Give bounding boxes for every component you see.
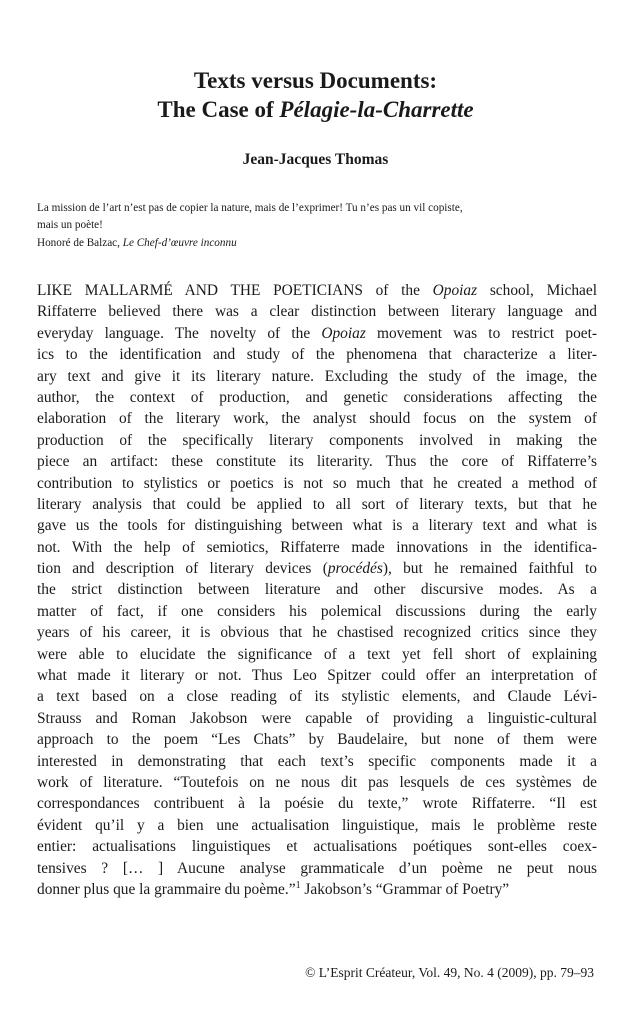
body-line	[37, 772, 597, 793]
text-segment: ary text and give it its literary nature. Excluding the study of the image, the	[37, 367, 597, 385]
body-line	[37, 301, 597, 322]
author-name: Jean-Jacques Thomas	[242, 151, 389, 168]
text-segment: Jakobson’s “Grammar of Poetry”	[300, 880, 510, 898]
text-segment: everyday language. The novelty of the	[37, 324, 322, 342]
text-segment: Strauss and Roman Jakobson were capable of providing a linguistic-cultural	[37, 709, 597, 727]
text-segment: movement was to restrict poet-	[365, 324, 597, 342]
text-segment: literary analysis that could be applied to all sort of literary texts, but that he	[37, 495, 597, 513]
body-line	[37, 515, 597, 536]
text-segment: ), but he remained faithful to	[382, 560, 597, 578]
body-line	[37, 729, 597, 750]
text-segment: were able to elucidate the significance of a text yet fell short of explaining	[37, 645, 597, 663]
body-line	[37, 686, 597, 707]
epigraph-attribution	[37, 235, 597, 252]
text-segment: tion and description of literary devices (	[37, 560, 328, 578]
body-line	[37, 601, 597, 622]
citation-footer: © L’Esprit Créateur, Vol. 49, No. 4 (2009), pp. 79–93	[305, 965, 594, 980]
text-segment: elaboration of the literary work, the analyst should focus on the system of	[37, 410, 597, 428]
body-line	[37, 644, 597, 665]
text-segment: interested in demonstrating that each text’s specific components made it a	[37, 752, 597, 770]
article-title-line-2	[0, 96, 631, 123]
text-segment: what made it literary or not. Thus Leo Spitzer could offer an interpretation of	[37, 667, 597, 685]
body-line	[37, 558, 597, 579]
body-line	[37, 494, 597, 515]
body-line	[37, 537, 597, 558]
body-line	[37, 366, 597, 387]
text-segment: piece an artifact: these constitute its literarity. Thus the core of Riffaterre’s	[37, 453, 597, 471]
text-segment: work of literature. “Toutefois on ne nous dit pas lesquels de ces systèmes de	[37, 773, 597, 791]
body-line	[37, 579, 597, 600]
text-segment: not. With the help of semiotics, Riffaterre made innovations in the identifica-	[37, 538, 597, 556]
body-line	[37, 430, 597, 451]
text-segment: matter of fact, if one considers his polemical discussions during the early	[37, 602, 597, 620]
body-line	[37, 858, 597, 879]
italic-term: procédés	[327, 560, 383, 578]
body-line	[37, 793, 597, 814]
text-segment: ics to the identification and study of the phenomena that characterize a liter-	[37, 346, 597, 364]
text-segment: production of the specifically literary components involved in making the	[37, 431, 597, 449]
attribution-work: Le Chef-d’œuvre inconnu	[122, 237, 237, 249]
body-line	[37, 665, 597, 686]
text-segment: correspondances contribuent à la poésie du texte,” wrote Riffaterre. “Il est	[37, 795, 597, 813]
body-line	[37, 451, 597, 472]
text-segment: school, Michael	[477, 282, 597, 299]
italic-term: Opoiaz	[321, 324, 366, 342]
body-line	[37, 708, 597, 729]
text-segment: approach to the poem “Les Chats” by Baudelaire, but none of them were	[37, 731, 597, 749]
body-line	[37, 815, 597, 836]
footnote-marker[interactable]: 1	[295, 879, 301, 891]
body-line	[37, 344, 597, 365]
text-segment: the strict distinction between literature and other discursive modes. As a	[37, 581, 597, 599]
article-title-line-1: Texts versus Documents:	[193, 68, 438, 93]
epigraph-line-1: La mission de l’art n’est pas de copier la nature, mais de l’exprimer! Tu n’es pas un vil copiste,	[37, 202, 463, 214]
text-segment: gave us the tools for distinguishing between what is a literary text and what is	[37, 517, 597, 535]
body-line	[37, 473, 597, 494]
body-line	[37, 751, 597, 772]
text-segment: author, the context of production, and genetic considerations affecting the	[37, 388, 597, 406]
body-line	[37, 280, 597, 301]
text-segment: entier: actualisations linguistiques et actualisations poétiques sont-elles coex-	[37, 838, 597, 856]
text-segment: a text based on a close reading of its stylistic elements, and Claude Lévi-	[37, 688, 597, 706]
attribution-author: Honoré de Balzac,	[37, 237, 123, 249]
body-line	[37, 387, 597, 408]
body-line	[37, 836, 597, 857]
body-line	[37, 879, 597, 900]
epigraph-line-2: mais un poète!	[37, 219, 103, 231]
text-segment: donner plus que la grammaire du poème.”	[37, 880, 296, 898]
text-segment: LIKE MALLARMÉ AND THE POETICIANS of the	[37, 282, 433, 299]
text-segment: Riffaterre believed there was a clear distinction between literary language and	[37, 303, 597, 321]
body-line	[37, 408, 597, 429]
text-segment: tensives ? [… ] Aucune analyse grammaticale d’un poème ne peut nous	[37, 859, 597, 877]
italic-term: Opoiaz	[432, 282, 478, 299]
title-prefix: The Case of	[157, 97, 280, 122]
title-italic: Pélagie-la-Charrette	[279, 97, 474, 122]
text-segment: contribution to stylistics or poetics is not so much that he created a method of	[37, 474, 597, 492]
body-paragraph	[37, 280, 597, 900]
text-segment: évident qu’il y a bien une actualisation linguistique, mais le problème reste	[37, 816, 597, 834]
text-segment: years of his career, it is obvious that he chastised recognized critics since they	[37, 624, 597, 642]
body-line	[37, 622, 597, 643]
body-line	[37, 323, 597, 344]
